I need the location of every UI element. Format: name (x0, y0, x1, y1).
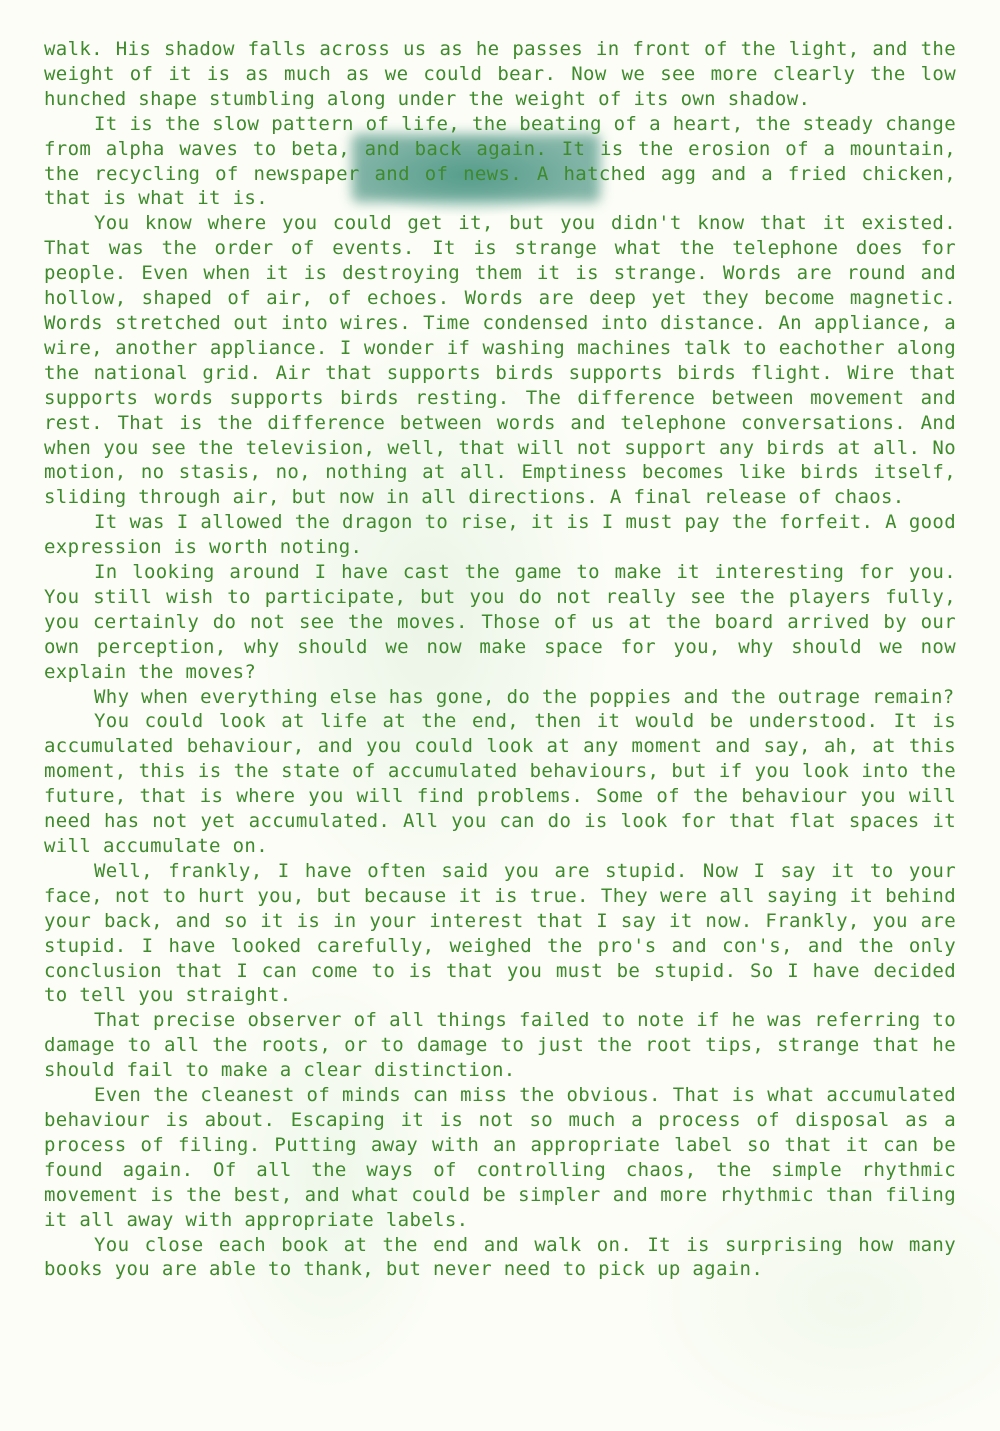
body-text (44, 37, 956, 1282)
paragraph: It was I allowed the dragon to rise, it is I must pay the forfeit. A good expression is worth noting. (44, 511, 956, 559)
paragraph: Even the cleanest of minds can miss the obvious. That is what accumulated behaviour is about. Escaping it is not so much a process of disposal as a process of filing. Putting away with an appropriate label so that it can be found again. Of all the ways of controlling chaos, the simple rhythmic movement is the best, and what could be simpler and more rhythmic than filing it all away with appropriate labels. (44, 1084, 956, 1231)
paragraph: Why when everything else has gone, do the poppies and the outrage remain? (94, 685, 955, 708)
paragraph: That precise observer of all things failed to note if he was referring to damage to all the roots, or to damage to just the root tips, strange that he should fail to make a clear distinction. (44, 1009, 956, 1082)
paragraph: In looking around I have cast the game to make it interesting for you. You still wish to participate, but you do not really see the players fully, you certainly do not see the moves. Those of us at the board arrived by our own perception, why should we now make space for you, why should we now explain the moves? (44, 561, 956, 683)
paragraph: Well, frankly, I have often said you are stupid. Now I say it to your face, not to hurt you, but because it is true. They were all saying it behind your back, and so it is in your interest that I say it now. Frankly, you are stupid. I have looked carefully, weighed the pro's and con's, and the only conclusion that I can come to is that you must be stupid. So I have decided to tell you straight. (44, 859, 956, 1007)
paragraph: You know where you could get it, but you didn't know that it existed. That was the order of events. It is strange what the telephone does for people. Even when it is destroying them it is strange. Words are round and hollow, shaped of air, of echoes. Words are deep yet they become magnetic. Words stretched out into wires. Time condensed into distance. An appliance, a wire, another appliance. I wonder if washing machines talk to eachother along the national grid. Air that supports birds supports birds flight. Wire that supports words supports birds resting. The difference between movement and rest. That is the difference between words and telephone conversations. And when you see the television, well, that will not support any birds at all. No motion, no stasis, no, nothing at all. Emptiness becomes like birds itself, sliding through air, but now in all directions. A final release of chaos. (44, 212, 956, 509)
paragraph: It is the slow pattern of life, the beating of a heart, the steady change from alpha waves to beta, and back again. It is the erosion of a mountain, the recycling of newspaper and of news. A hatched agg and a fried chicken, that is what it is. (44, 112, 956, 210)
paragraph: You could look at life at the end, then it would be understood. It is accumulated behaviour, and you could look at any moment and say, ah, at this moment, this is the state of accumulated behaviours, but if you look into the future, that is where you will find problems. Some of the behaviour you will need has not yet accumulated. All you can do is look for that flat spaces it will accumulate on. (44, 710, 956, 857)
paragraph: walk. His shadow falls across us as he passes in front of the light, and the weight of it is as much as we could bear. Now we see more clearly the low hunched shape stumbling along under the weight of its own shadow. (44, 38, 956, 110)
paragraph: You close each book at the end and walk on. It is surprising how many books you are able to thank, but never need to pick up again. (44, 1233, 956, 1281)
